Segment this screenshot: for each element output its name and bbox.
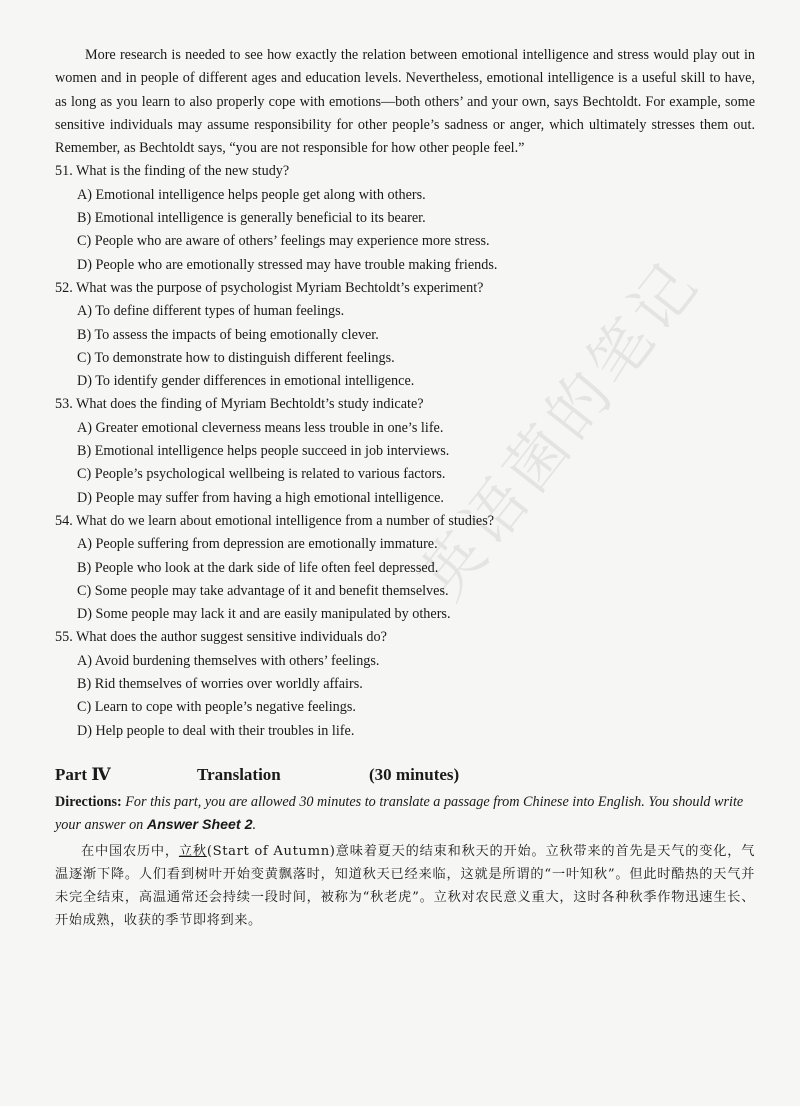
option-c: C) Some people may take advantage of it and benefit themselves. [77, 582, 449, 599]
option-d: D) Some people may lack it and are easily manipulated by others. [77, 606, 451, 623]
option-a: A) Emotional intelligence helps people get along with others. [77, 186, 426, 203]
question-52 [55, 277, 755, 393]
option-d: D) People who are emotionally stressed may have trouble making friends. [77, 256, 498, 273]
question-stem: 52. What was the purpose of psychologist Myriam Bechtoldt’s experiment? [55, 279, 484, 296]
option-c: C) People’s psychological wellbeing is related to various factors. [77, 466, 446, 483]
exam-page [55, 44, 755, 933]
option-list [55, 184, 755, 277]
directions-label: Directions: [55, 793, 122, 810]
directions-end: . [252, 817, 257, 834]
option-a: A) Greater emotional cleverness means less trouble in one’s life. [77, 419, 444, 436]
option-b: B) Emotional intelligence is generally beneficial to its bearer. [77, 210, 426, 227]
chinese-passage-term: 立秋 [178, 843, 207, 859]
watermark: 英语菌的笔记 [405, 246, 714, 613]
directions-body: For this part, you are allowed 30 minutes to translate a passage from Chinese into English. You should write your answer on [55, 793, 744, 834]
option-d: D) To identify gender differences in emotional intelligence. [77, 373, 415, 390]
option-a: A) To define different types of human feelings. [77, 303, 345, 320]
answer-sheet-label: Answer Sheet 2 [146, 817, 253, 834]
part-header [55, 763, 755, 787]
question-stem: 53. What does the finding of Myriam Bechtoldt’s study indicate? [55, 396, 424, 413]
option-b: B) To assess the impacts of being emotionally clever. [77, 326, 379, 343]
chinese-passage [55, 840, 755, 933]
option-c: C) To demonstrate how to distinguish different feelings. [77, 349, 395, 366]
chinese-passage-before: 在中国农历中， [81, 843, 179, 859]
option-list [55, 417, 755, 510]
option-b: B) Rid themselves of worries over worldly affairs. [77, 676, 363, 693]
option-b: B) Emotional intelligence helps people succeed in job interviews. [77, 443, 450, 460]
option-a: A) People suffering from depression are emotionally immature. [77, 536, 438, 553]
question-stem: 54. What do we learn about emotional intelligence from a number of studies? [55, 512, 495, 529]
question-55 [55, 626, 755, 742]
option-list [55, 300, 755, 393]
directions [55, 791, 755, 838]
question-stem: 55. What does the author suggest sensitive individuals do? [55, 629, 387, 646]
option-a: A) Avoid burdening themselves with others’ feelings. [77, 652, 380, 669]
question-list [55, 160, 755, 742]
question-51 [55, 160, 755, 276]
part-label: Part Ⅳ [55, 764, 111, 784]
part-time: (30 minutes) [369, 764, 460, 784]
option-d: D) Help people to deal with their troubles in life. [77, 722, 355, 739]
question-54 [55, 510, 755, 626]
option-list [55, 650, 755, 743]
question-53 [55, 393, 755, 509]
question-stem: 51. What is the finding of the new study? [55, 163, 290, 180]
option-c: C) People who are aware of others’ feelings may experience more stress. [77, 233, 490, 250]
reading-passage-paragraph: More research is needed to see how exactly the relation between emotional intelligence and stress would play out in women and in people of different ages and education levels. Nevertheless, emotional intelligence is a useful skill to have, as long as you learn to also properly cope with emotions—both others’ and your own, says Bechtoldt. For example, some sensitive individuals may assume responsibility for other people’s sadness or anger, which ultimately stresses them out. Remember, as Bechtoldt says, “you are not responsible for how other people feel.” [55, 47, 755, 157]
option-b: B) People who look at the dark side of life often feel depressed. [77, 559, 439, 576]
part-title: Translation [197, 764, 281, 784]
option-c: C) Learn to cope with people’s negative feelings. [77, 699, 356, 716]
option-list [55, 533, 755, 626]
chinese-passage-after: (Start of Autumn)意味着夏天的结束和秋天的开始。立秋带来的首先是天气的变化，气温逐渐下降。人们看到树叶开始变黄飘落时，知道秋天已经来临，这就是所谓的“一叶知秋”。但此时酷热的天气并未完全结束，高温通常还会持续一段时间，被称为“秋老虎”。立秋对农民意义重大，这时各种秋季作物迅速生长、开始成熟，收获的季节即将到来。 [55, 843, 755, 929]
option-d: D) People may suffer from having a high emotional intelligence. [77, 489, 444, 506]
